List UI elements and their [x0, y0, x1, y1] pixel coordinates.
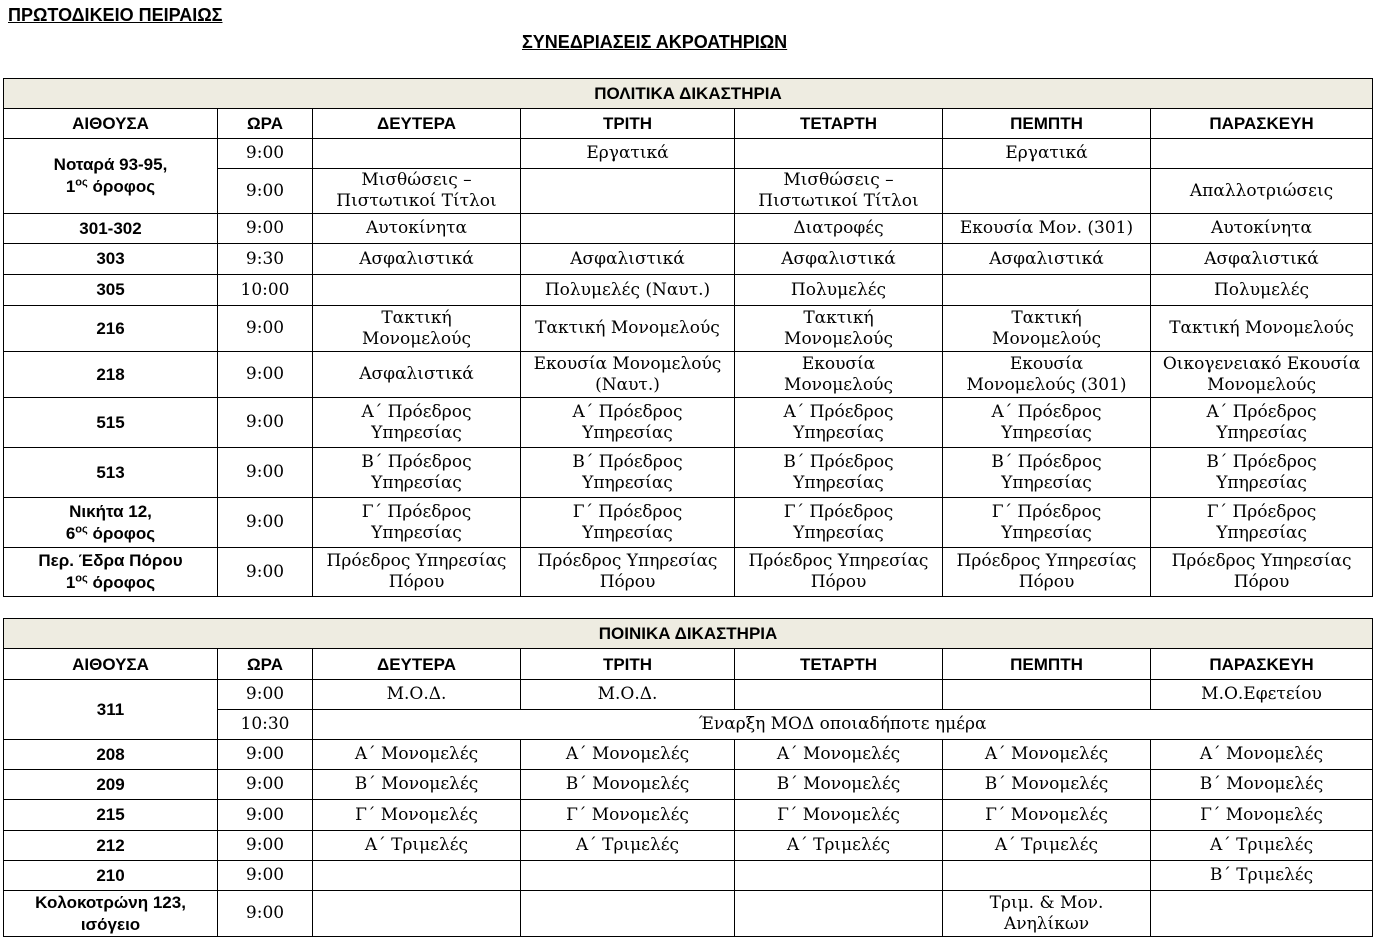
session-cell — [521, 861, 735, 891]
session-cell: Α΄ Μονομελές — [943, 740, 1151, 770]
column-header-room: ΑΙΘΟΥΣΑ — [4, 649, 218, 680]
session-cell — [521, 891, 735, 937]
session-cell — [313, 139, 521, 169]
session-cell — [735, 891, 943, 937]
table-row — [4, 448, 1373, 498]
time-cell: 10:00 — [218, 275, 313, 306]
time-cell: 9:00 — [218, 680, 313, 710]
time-cell: 9:00 — [218, 498, 313, 548]
session-cell: Εκουσία Μον. (301) — [943, 214, 1151, 244]
session-cell: Β΄ Τριμελές — [1151, 861, 1373, 891]
session-cell: Β΄ Μονομελές — [735, 770, 943, 800]
room-floor-word: όροφος — [87, 573, 156, 592]
session-cell: Τακτική Μονομελούς — [1151, 306, 1373, 352]
session-cell: Εκουσία Μονομελούς (Ναυτ.) — [521, 352, 735, 398]
session-cell: Α΄ Τριμελές — [943, 831, 1151, 861]
session-cell: Α΄ Μονομελές — [735, 740, 943, 770]
session-cell: Β΄ Μονομελές — [943, 770, 1151, 800]
section-title-criminal: ΠΟΙΝΙΚΑ ΔΙΚΑΣΤΗΡΙΑ — [4, 619, 1373, 649]
room-address: Νοταρά 93-95, — [53, 155, 168, 174]
session-cell: Μ.Ο.Δ. — [521, 680, 735, 710]
column-header-friday: ΠΑΡΑΣΚΕΥΗ — [1151, 109, 1373, 139]
room-floor-word: όροφος — [87, 177, 156, 196]
time-cell: 9:00 — [218, 548, 313, 597]
session-cell: Γ΄ Μονομελές — [735, 800, 943, 831]
session-cell: Πρόεδρος Υπηρεσίας Πόρου — [1151, 548, 1373, 597]
session-cell: Πρόεδρος Υπηρεσίας Πόρου — [521, 548, 735, 597]
session-cell: Α΄ Τριμελές — [1151, 831, 1373, 861]
criminal-courts-table — [3, 618, 1373, 937]
session-cell — [313, 275, 521, 306]
time-cell: 9:00 — [218, 448, 313, 498]
table-row — [4, 214, 1373, 244]
session-cell: Τακτική Μονομελούς — [943, 306, 1151, 352]
room-cell: 303 — [4, 244, 218, 275]
session-cell: Β΄ Μονομελές — [1151, 770, 1373, 800]
room-cell: 212 — [4, 831, 218, 861]
section-title-civil: ΠΟΛΙΤΙΚΑ ΔΙΚΑΣΤΗΡΙΑ — [4, 79, 1373, 109]
room-cell — [4, 498, 218, 548]
table-row — [4, 498, 1373, 548]
session-cell: Γ΄ Μονομελές — [1151, 800, 1373, 831]
session-cell — [943, 169, 1151, 214]
session-cell: Β΄ Πρόεδρος Υπηρεσίας — [943, 448, 1151, 498]
column-header-tuesday: ΤΡΙΤΗ — [521, 649, 735, 680]
session-cell: Διατροφές — [735, 214, 943, 244]
column-header-time: ΩΡΑ — [218, 649, 313, 680]
civil-courts-table — [3, 78, 1373, 597]
session-cell: Α΄ Τριμελές — [735, 831, 943, 861]
room-floor: ισόγειο — [80, 914, 141, 934]
session-cell: Οικογενειακό Εκουσία Μονομελούς — [1151, 352, 1373, 398]
session-cell: Γ΄ Μονομελές — [943, 800, 1151, 831]
room-cell: 215 — [4, 800, 218, 831]
session-cell: Γ΄ Μονομελές — [521, 800, 735, 831]
table-row — [4, 139, 1373, 169]
column-header-monday: ΔΕΥΤΕΡΑ — [313, 109, 521, 139]
session-cell: Πρόεδρος Υπηρεσίας Πόρου — [943, 548, 1151, 597]
session-cell: Γ΄ Πρόεδρος Υπηρεσίας — [735, 498, 943, 548]
session-cell: Αυτοκίνητα — [1151, 214, 1373, 244]
time-cell: 9:00 — [218, 891, 313, 937]
room-address: Νικήτα 12, — [69, 501, 152, 521]
time-cell: 9:00 — [218, 169, 313, 214]
column-header-thursday: ΠΕΜΠΤΗ — [943, 649, 1151, 680]
table-row — [4, 275, 1373, 306]
session-cell: Εκουσία Μονομελούς — [735, 352, 943, 398]
table-row — [4, 306, 1373, 352]
session-cell: Γ΄ Πρόεδρος Υπηρεσίας — [521, 498, 735, 548]
room-cell: 513 — [4, 448, 218, 498]
room-address: Περ. Έδρα Πόρου — [38, 551, 183, 570]
session-cell: Απαλλοτριώσεις — [1151, 169, 1373, 214]
session-cell: Τακτική Μονομελούς — [735, 306, 943, 352]
table-row — [4, 548, 1373, 597]
session-cell: Α΄ Μονομελές — [313, 740, 521, 770]
session-cell: Β΄ Μονομελές — [313, 770, 521, 800]
table-row — [4, 831, 1373, 861]
session-cell: Ασφαλιστικά — [1151, 244, 1373, 275]
session-cell: Α΄ Πρόεδρος Υπηρεσίας — [521, 398, 735, 448]
session-cell: Β΄ Πρόεδρος Υπηρεσίας — [735, 448, 943, 498]
column-header-wednesday: ΤΕΤΑΡΤΗ — [735, 109, 943, 139]
room-cell: 515 — [4, 398, 218, 448]
session-cell — [943, 275, 1151, 306]
session-cell — [943, 680, 1151, 710]
session-cell: Α΄ Πρόεδρος Υπηρεσίας — [313, 398, 521, 448]
session-cell: Α΄ Τριμελές — [313, 831, 521, 861]
court-name: ΠΡΩΤΟΔΙΚΕΙΟ ΠΕΙΡΑΙΩΣ — [8, 5, 223, 25]
table-row — [4, 800, 1373, 831]
session-cell — [521, 169, 735, 214]
session-cell — [735, 139, 943, 169]
session-cell: Α΄ Μονομελές — [1151, 740, 1373, 770]
session-cell — [735, 680, 943, 710]
table-row — [4, 352, 1373, 398]
session-cell — [313, 861, 521, 891]
session-cell: Τριμ. & Μον. Ανηλίκων — [943, 891, 1151, 937]
session-cell: Εργατικά — [943, 139, 1151, 169]
ordinal-suffix: ος — [75, 176, 88, 189]
session-cell — [943, 861, 1151, 891]
session-cell: Β΄ Πρόεδρος Υπηρεσίας — [1151, 448, 1373, 498]
session-cell: Μ.Ο.Δ. — [313, 680, 521, 710]
table-row — [4, 740, 1373, 770]
ordinal-suffix: ος — [75, 522, 88, 535]
time-cell: 9:00 — [218, 770, 313, 800]
session-cell: Γ΄ Πρόεδρος Υπηρεσίας — [943, 498, 1151, 548]
session-cell: Γ΄ Πρόεδρος Υπηρεσίας — [1151, 498, 1373, 548]
room-cell: 208 — [4, 740, 218, 770]
session-cell-spanning: Έναρξη ΜΟΔ οποιαδήποτε ημέρα — [313, 710, 1373, 740]
room-cell: 305 — [4, 275, 218, 306]
column-header-friday: ΠΑΡΑΣΚΕΥΗ — [1151, 649, 1373, 680]
session-cell: Β΄ Πρόεδρος Υπηρεσίας — [521, 448, 735, 498]
session-cell: Μισθώσεις – Πιστωτικοί Τίτλοι — [735, 169, 943, 214]
room-cell: 209 — [4, 770, 218, 800]
room-cell: 301-302 — [4, 214, 218, 244]
room-cell — [4, 891, 218, 937]
session-cell: Πρόεδρος Υπηρεσίας Πόρου — [735, 548, 943, 597]
room-floor-word: όροφος — [87, 523, 156, 543]
session-cell: Εκουσία Μονομελούς (301) — [943, 352, 1151, 398]
ordinal-suffix: ος — [75, 572, 88, 585]
session-cell: Γ΄ Μονομελές — [313, 800, 521, 831]
room-cell: 218 — [4, 352, 218, 398]
column-header-thursday: ΠΕΜΠΤΗ — [943, 109, 1151, 139]
time-cell: 9:00 — [218, 831, 313, 861]
session-cell: Μισθώσεις – Πιστωτικοί Τίτλοι — [313, 169, 521, 214]
time-cell: 9:00 — [218, 214, 313, 244]
session-cell: Α΄ Τριμελές — [521, 831, 735, 861]
room-cell — [4, 139, 218, 214]
column-header-room: ΑΙΘΟΥΣΑ — [4, 109, 218, 139]
time-cell: 9:30 — [218, 244, 313, 275]
room-cell: 311 — [4, 680, 218, 740]
table-row — [4, 680, 1373, 710]
session-cell: Α΄ Πρόεδρος Υπηρεσίας — [735, 398, 943, 448]
room-cell: 210 — [4, 861, 218, 891]
session-cell: Πολυμελές — [1151, 275, 1373, 306]
time-cell: 9:00 — [218, 352, 313, 398]
session-cell: Μ.Ο.Εφετείου — [1151, 680, 1373, 710]
room-cell: 216 — [4, 306, 218, 352]
time-cell: 9:00 — [218, 139, 313, 169]
session-cell: Ασφαλιστικά — [313, 352, 521, 398]
session-cell: Τακτική Μονομελούς — [521, 306, 735, 352]
column-header-wednesday: ΤΕΤΑΡΤΗ — [735, 649, 943, 680]
session-cell: Εργατικά — [521, 139, 735, 169]
session-cell: Ασφαλιστικά — [313, 244, 521, 275]
session-cell: Πρόεδρος Υπηρεσίας Πόρου — [313, 548, 521, 597]
room-floor-number: 6 — [65, 523, 76, 543]
session-cell: Αυτοκίνητα — [313, 214, 521, 244]
room-address: Κολοκοτρώνη 123, — [35, 892, 186, 912]
session-cell: Πολυμελές (Ναυτ.) — [521, 275, 735, 306]
session-cell: Β΄ Πρόεδρος Υπηρεσίας — [313, 448, 521, 498]
table-row — [4, 861, 1373, 891]
session-cell: Α΄ Μονομελές — [521, 740, 735, 770]
session-cell — [1151, 891, 1373, 937]
session-cell: Γ΄ Πρόεδρος Υπηρεσίας — [313, 498, 521, 548]
table-row — [4, 244, 1373, 275]
time-cell: 10:30 — [218, 710, 313, 740]
page-subtitle: ΣΥΝΕΔΡΙΑΣΕΙΣ ΑΚΡΟΑΤΗΡΙΩΝ — [522, 32, 788, 52]
column-header-time: ΩΡΑ — [218, 109, 313, 139]
room-floor-number: 1 — [65, 573, 76, 592]
column-header-tuesday: ΤΡΙΤΗ — [521, 109, 735, 139]
session-cell: Πολυμελές — [735, 275, 943, 306]
time-cell: 9:00 — [218, 740, 313, 770]
table-row — [4, 891, 1373, 937]
session-cell: Τακτική Μονομελούς — [313, 306, 521, 352]
room-floor-number: 1 — [65, 177, 76, 196]
session-cell: Ασφαλιστικά — [943, 244, 1151, 275]
session-cell — [521, 214, 735, 244]
time-cell: 9:00 — [218, 306, 313, 352]
room-cell — [4, 548, 218, 597]
column-header-monday: ΔΕΥΤΕΡΑ — [313, 649, 521, 680]
table-row — [4, 770, 1373, 800]
session-cell: Β΄ Μονομελές — [521, 770, 735, 800]
session-cell: Α΄ Πρόεδρος Υπηρεσίας — [943, 398, 1151, 448]
time-cell: 9:00 — [218, 800, 313, 831]
session-cell — [313, 891, 521, 937]
time-cell: 9:00 — [218, 398, 313, 448]
table-row — [4, 398, 1373, 448]
session-cell: Ασφαλιστικά — [521, 244, 735, 275]
session-cell — [1151, 139, 1373, 169]
session-cell: Α΄ Πρόεδρος Υπηρεσίας — [1151, 398, 1373, 448]
time-cell: 9:00 — [218, 861, 313, 891]
session-cell: Ασφαλιστικά — [735, 244, 943, 275]
session-cell — [735, 861, 943, 891]
